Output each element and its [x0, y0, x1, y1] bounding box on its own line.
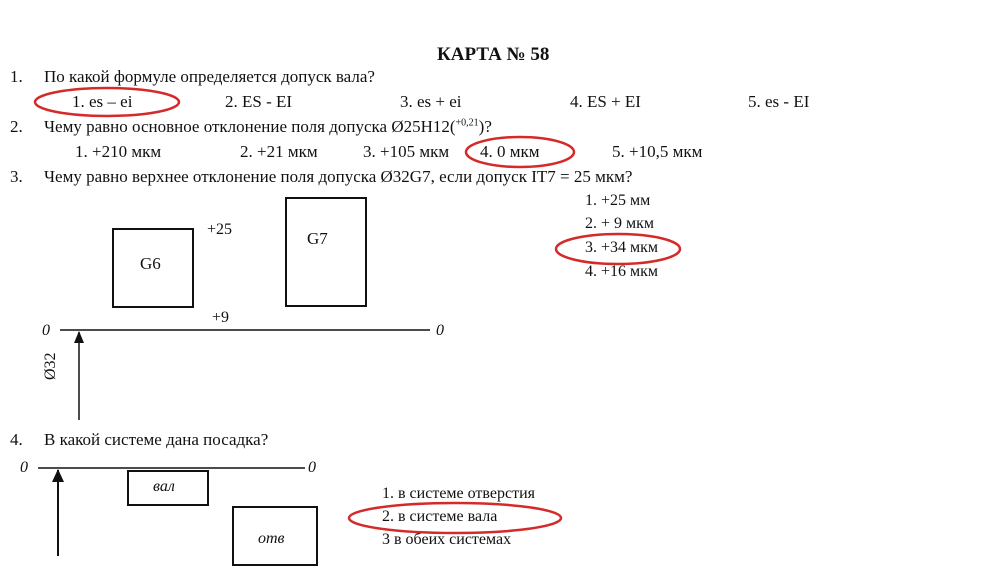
q4-zero-right-label: 0 — [308, 459, 316, 476]
q3-option-1[interactable]: 1. +25 мм — [585, 192, 651, 209]
label-plus25: +25 — [207, 221, 233, 238]
q1-option-2[interactable]: 2. ES - EI — [225, 92, 293, 111]
q1-option-3[interactable]: 3. es + ei — [400, 92, 462, 111]
q1-text: По какой формуле определяется допуск вала? — [44, 67, 375, 86]
q3-option-4[interactable]: 4. +16 мкм — [585, 263, 659, 280]
q4-answer-circle — [349, 503, 561, 533]
q4-zero-left-label: 0 — [20, 459, 28, 476]
label-plus9: +9 — [212, 309, 230, 326]
q2-option-1[interactable]: 1. +210 мкм — [75, 142, 162, 161]
q2-option-5[interactable]: 5. +10,5 мкм — [612, 142, 703, 161]
hole-label: отв — [258, 530, 285, 547]
q1-answer-circle — [35, 88, 179, 116]
q4-option-3[interactable]: 3 в обеих системах — [382, 531, 512, 548]
q4-arrow-head — [52, 469, 64, 482]
q3-text: Чему равно верхнее отклонение поля допуска Ø32G7, если допуск IT7 = 25 мкм? — [44, 167, 633, 186]
q1-option-5[interactable]: 5. es - EI — [748, 92, 810, 111]
q2-number: 2. — [10, 117, 23, 136]
q4-number: 4. — [10, 430, 23, 449]
q4-text: В какой системе дана посадка? — [44, 430, 269, 449]
q2-text-main: Чему равно основное отклонение поля допуска Ø25H12( — [44, 117, 456, 136]
g7-label: G7 — [307, 229, 328, 248]
q2-text-end: )? — [478, 117, 492, 136]
zero-line-left-label: 0 — [42, 322, 50, 339]
q4-option-2[interactable]: 2. в системе вала — [382, 508, 498, 525]
q2-option-4[interactable]: 4. 0 мкм — [480, 142, 540, 161]
q2-answer-circle — [466, 137, 574, 167]
q1-option-1[interactable]: 1. es – ei — [72, 92, 133, 111]
q3-option-2[interactable]: 2. + 9 мкм — [585, 215, 655, 232]
card-title: КАРТА № 58 — [437, 44, 550, 65]
q2-option-2[interactable]: 2. +21 мкм — [240, 142, 318, 161]
q1-option-4[interactable]: 4. ES + EI — [570, 92, 641, 111]
q3-number: 3. — [10, 167, 23, 186]
q3-answer-circle — [556, 234, 680, 264]
q2-option-3[interactable]: 3. +105 мкм — [363, 142, 450, 161]
q2-text-sup: +0,21 — [455, 117, 479, 129]
q3-option-3[interactable]: 3. +34 мкм — [585, 239, 659, 256]
q3-arrow-head — [74, 331, 84, 343]
q4-option-1[interactable]: 1. в системе отверстия — [382, 485, 535, 502]
diameter-text: Ø32 — [42, 352, 59, 380]
zero-line-right-label: 0 — [436, 322, 444, 339]
shaft-label: вал — [153, 478, 175, 495]
g6-label: G6 — [140, 254, 161, 273]
q1-number: 1. — [10, 67, 23, 86]
